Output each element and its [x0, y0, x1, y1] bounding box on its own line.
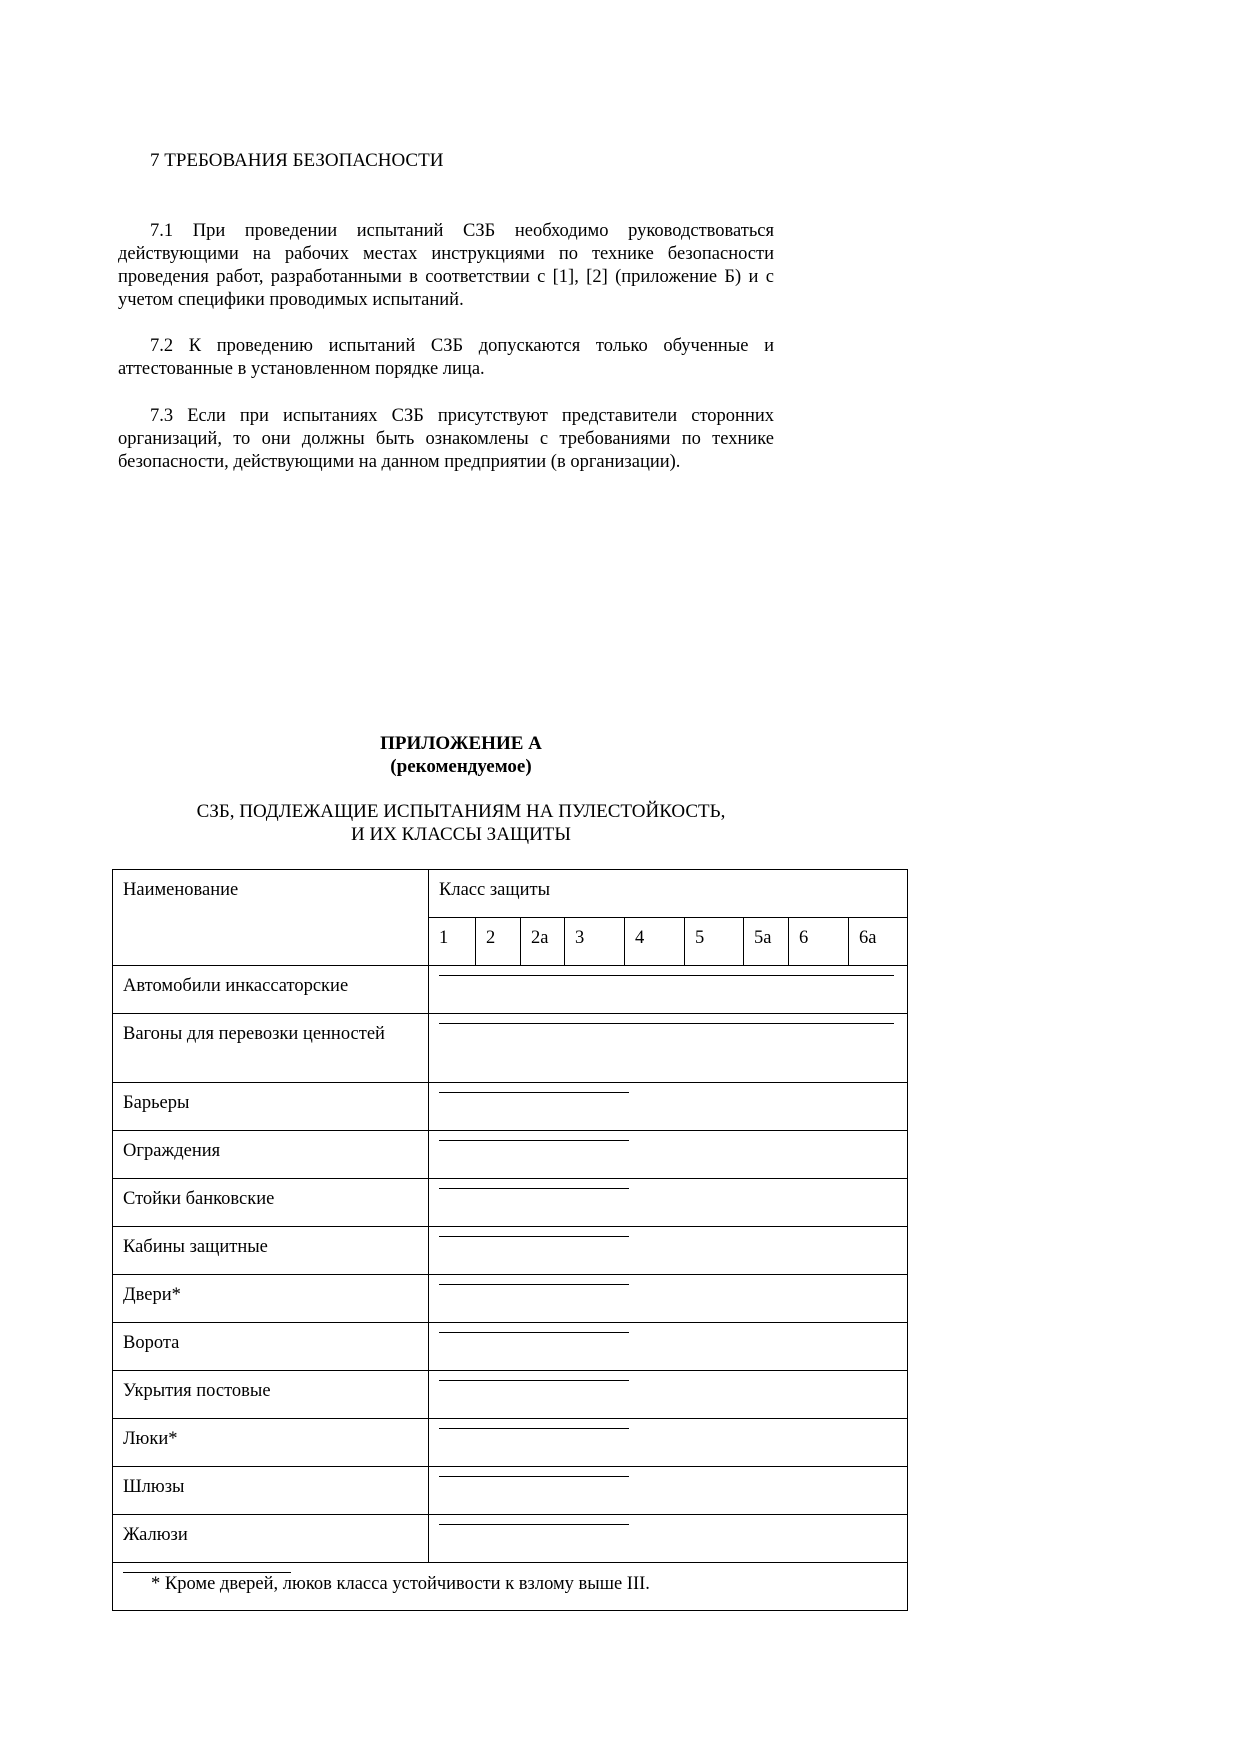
class-range-cell	[429, 1371, 908, 1419]
class-range-line	[439, 1380, 629, 1381]
row-name: Жалюзи	[113, 1515, 429, 1563]
class-range-cell	[429, 1131, 908, 1179]
table-title-line2: И ИХ КЛАССЫ ЗАЩИТЫ	[351, 824, 571, 845]
table-row	[113, 1419, 908, 1467]
class-range-line	[439, 1023, 894, 1024]
class-range-line	[439, 1476, 629, 1477]
row-name: Двери*	[113, 1275, 429, 1323]
class-cell: 5а	[744, 918, 789, 966]
table-row	[113, 1467, 908, 1515]
class-cell: 2	[476, 918, 521, 966]
table-row	[113, 1179, 908, 1227]
class-range-line	[439, 1284, 629, 1285]
class-range-cell	[429, 1275, 908, 1323]
class-range-cell	[429, 1227, 908, 1275]
class-range-line	[439, 975, 894, 976]
class-range-cell	[429, 1323, 908, 1371]
class-range-line	[439, 1236, 629, 1237]
class-range-cell	[429, 1419, 908, 1467]
class-range-cell	[429, 1467, 908, 1515]
table-row	[113, 1131, 908, 1179]
class-cell: 6	[789, 918, 849, 966]
class-cell: 2а	[521, 918, 565, 966]
class-cell: 6а	[849, 918, 908, 966]
protection-class-table	[112, 869, 908, 1611]
appendix-subtitle: (рекомендуемое)	[390, 756, 532, 777]
class-range-line	[439, 1428, 629, 1429]
footnote-cell	[113, 1563, 908, 1611]
table-row	[113, 1371, 908, 1419]
class-range-cell	[429, 966, 908, 1014]
header-name: Наименование	[113, 870, 429, 966]
row-name: Ворота	[113, 1323, 429, 1371]
class-range-cell	[429, 1083, 908, 1131]
table-row	[113, 1323, 908, 1371]
row-name: Автомобили инкассаторские	[113, 966, 429, 1014]
class-range-line	[439, 1140, 629, 1141]
table-row	[113, 966, 908, 1014]
row-name: Стойки банковские	[113, 1179, 429, 1227]
class-range-cell	[429, 1179, 908, 1227]
table-title-line1: СЗБ, ПОДЛЕЖАЩИЕ ИСПЫТАНИЯМ НА ПУЛЕСТОЙКОСТЬ,	[196, 801, 726, 822]
row-name: Вагоны для перевозки ценностей	[113, 1014, 429, 1083]
class-range-line	[439, 1188, 629, 1189]
table-row	[113, 1515, 908, 1563]
row-name: Кабины защитные	[113, 1227, 429, 1275]
class-cell: 4	[625, 918, 685, 966]
header-class: Класс защиты	[429, 870, 908, 918]
appendix-title: ПРИЛОЖЕНИЕ А	[380, 733, 542, 754]
class-range-line	[439, 1332, 629, 1333]
table-row	[113, 1227, 908, 1275]
class-cell: 5	[685, 918, 744, 966]
class-cell: 1	[429, 918, 476, 966]
paragraph-7-2: 7.2 К проведению испытаний СЗБ допускаются только обученные и аттестованные в установленном порядке лица.	[118, 336, 774, 379]
class-range-line	[439, 1524, 629, 1525]
class-range-cell	[429, 1515, 908, 1563]
table-row	[113, 1014, 908, 1083]
paragraph-7-3: 7.3 Если при испытаниях СЗБ присутствуют представители сторонних организаций, то они должны быть ознакомлены с требованиями по технике безопасности, действующими на данном предприятии (в организации).	[118, 406, 774, 472]
row-name: Ограждения	[113, 1131, 429, 1179]
class-range-line	[439, 1092, 629, 1093]
table-row	[113, 1083, 908, 1131]
class-range-cell	[429, 1014, 908, 1083]
row-name: Шлюзы	[113, 1467, 429, 1515]
footnote-row	[113, 1563, 908, 1611]
class-cell: 3	[565, 918, 625, 966]
row-name: Барьеры	[113, 1083, 429, 1131]
section-heading: 7 ТРЕБОВАНИЯ БЕЗОПАСНОСТИ	[150, 150, 444, 171]
table-row	[113, 1275, 908, 1323]
paragraph-7-1: 7.1 При проведении испытаний СЗБ необходимо руководствоваться действующими на рабочих местах инструкциями по технике безопасности проведения работ, разработанными в соответствии с [1], [2] (приложение Б) и с учетом специфики проводимых испытаний.	[118, 221, 774, 310]
row-name: Люки*	[113, 1419, 429, 1467]
row-name: Укрытия постовые	[113, 1371, 429, 1419]
footnote-text: * Кроме дверей, люков класса устойчивости к взлому выше III.	[151, 1574, 650, 1594]
